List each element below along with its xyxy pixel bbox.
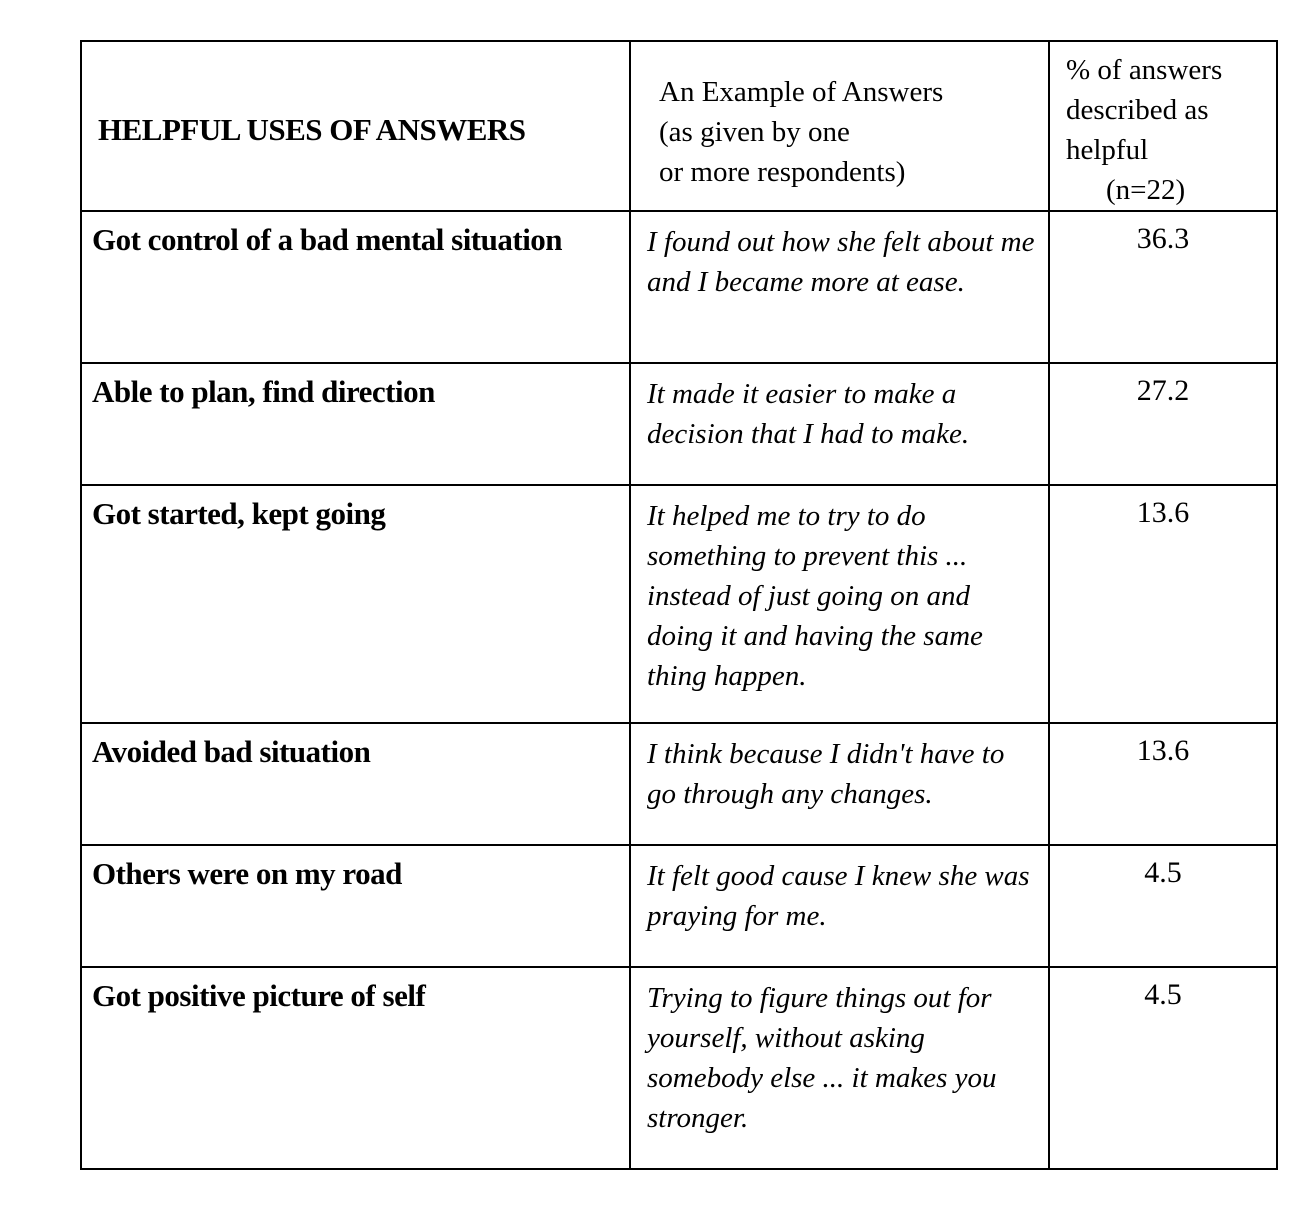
row-example: It helped me to try to do something to prevent this ... instead of just going on and doing it and having the same thing happen.: [630, 485, 1049, 723]
row-percent: 4.5: [1049, 845, 1277, 967]
helpful-uses-table: [80, 40, 1278, 1170]
row-category: Got started, kept going: [81, 485, 630, 723]
header-percent-line: helpful: [1066, 134, 1149, 166]
row-category: Avoided bad situation: [81, 723, 630, 845]
row-example: Trying to figure things out for yourself, without asking somebody else ... it makes you stronger.: [630, 967, 1049, 1169]
header-example: [630, 41, 1049, 211]
header-sample-size: (n=22): [1106, 174, 1186, 206]
row-example: It made it easier to make a decision that I had to make.: [630, 363, 1049, 485]
header-percent-line: % of answers: [1066, 54, 1223, 86]
table-row: [81, 485, 1277, 723]
header-example-line: or more respondents): [659, 156, 906, 188]
row-percent: 13.6: [1049, 485, 1277, 723]
table-row: [81, 967, 1277, 1169]
header-category: HELPFUL USES OF ANSWERS: [81, 41, 630, 211]
header-percent-line: described as: [1066, 94, 1209, 126]
row-percent: 27.2: [1049, 363, 1277, 485]
row-percent: 4.5: [1049, 967, 1277, 1169]
row-example: It felt good cause I knew she was praying for me.: [630, 845, 1049, 967]
header-row: [81, 41, 1277, 211]
row-percent: 36.3: [1049, 211, 1277, 363]
header-percent: [1049, 41, 1277, 211]
row-category: Got control of a bad mental situation: [81, 211, 630, 363]
table-row: [81, 845, 1277, 967]
table-row: [81, 723, 1277, 845]
row-category: Others were on my road: [81, 845, 630, 967]
table-row: [81, 363, 1277, 485]
row-category: Able to plan, find direction: [81, 363, 630, 485]
row-category: Got positive picture of self: [81, 967, 630, 1169]
table-row: [81, 211, 1277, 363]
header-example-line: (as given by one: [659, 116, 850, 148]
header-example-line: An Example of Answers: [659, 76, 944, 108]
row-example: I found out how she felt about me and I became more at ease.: [630, 211, 1049, 363]
row-percent: 13.6: [1049, 723, 1277, 845]
row-example: I think because I didn't have to go through any changes.: [630, 723, 1049, 845]
